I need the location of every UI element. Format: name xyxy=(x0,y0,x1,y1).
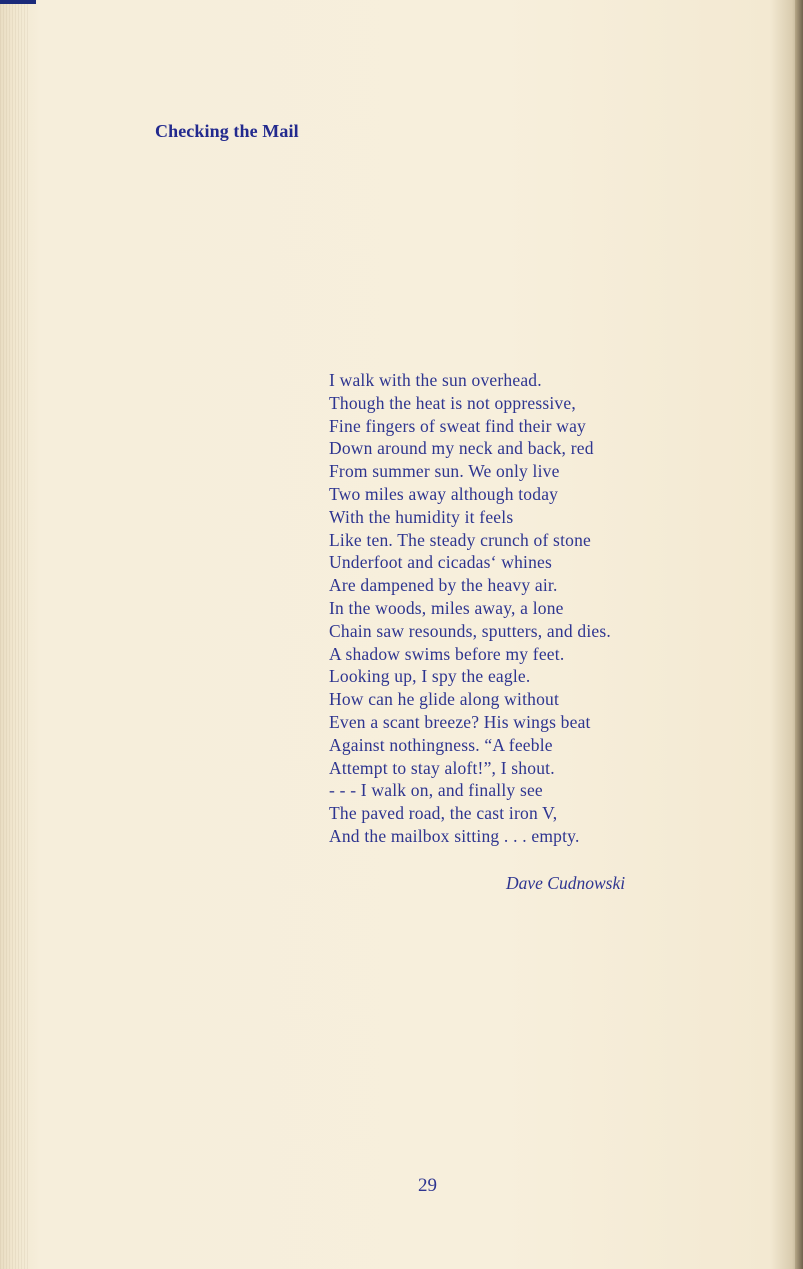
poem-line: Though the heat is not oppressive, xyxy=(329,392,576,413)
page-number: 29 xyxy=(418,1175,437,1196)
poem-line: Down around my neck and back, red xyxy=(329,438,594,459)
poem-line: Against nothingness. “A feeble xyxy=(329,734,553,755)
poem-body xyxy=(329,369,611,848)
corner-mark xyxy=(0,0,36,4)
poem-line: Even a scant breeze? His wings beat xyxy=(329,711,591,732)
poem-line: Chain saw resounds, sputters, and dies. xyxy=(329,620,611,641)
poem-line: How can he glide along without xyxy=(329,689,560,710)
page-edge-left xyxy=(0,0,30,1269)
poem-line: A shadow swims before my feet. xyxy=(329,643,565,664)
poem-line: In the woods, miles away, a lone xyxy=(329,597,564,618)
poem-author: Dave Cudnowski xyxy=(506,873,626,893)
page-edge-right xyxy=(795,0,803,1269)
poem-line: From summer sun. We only live xyxy=(329,461,560,482)
poem-line: Two miles away although today xyxy=(329,483,559,504)
poem-line: Fine fingers of sweat find their way xyxy=(329,415,586,436)
poem-line: I walk with the sun overhead. xyxy=(329,370,542,390)
poem-line: Looking up, I spy the eagle. xyxy=(329,666,531,687)
poem-line: The paved road, the cast iron V, xyxy=(329,803,558,824)
poem-line: Are dampened by the heavy air. xyxy=(329,575,558,596)
poem-line: And the mailbox sitting . . . empty. xyxy=(329,825,580,846)
poem-line: - - - I walk on, and finally see xyxy=(329,780,543,801)
poem-line: Like ten. The steady crunch of stone xyxy=(329,529,592,550)
poem-line: With the humidity it feels xyxy=(329,506,514,527)
poem-title: Checking the Mail xyxy=(155,121,299,141)
poem-line: Attempt to stay aloft!”, I shout. xyxy=(329,757,555,778)
poem-line: Underfoot and cicadas‘ whines xyxy=(329,552,553,573)
